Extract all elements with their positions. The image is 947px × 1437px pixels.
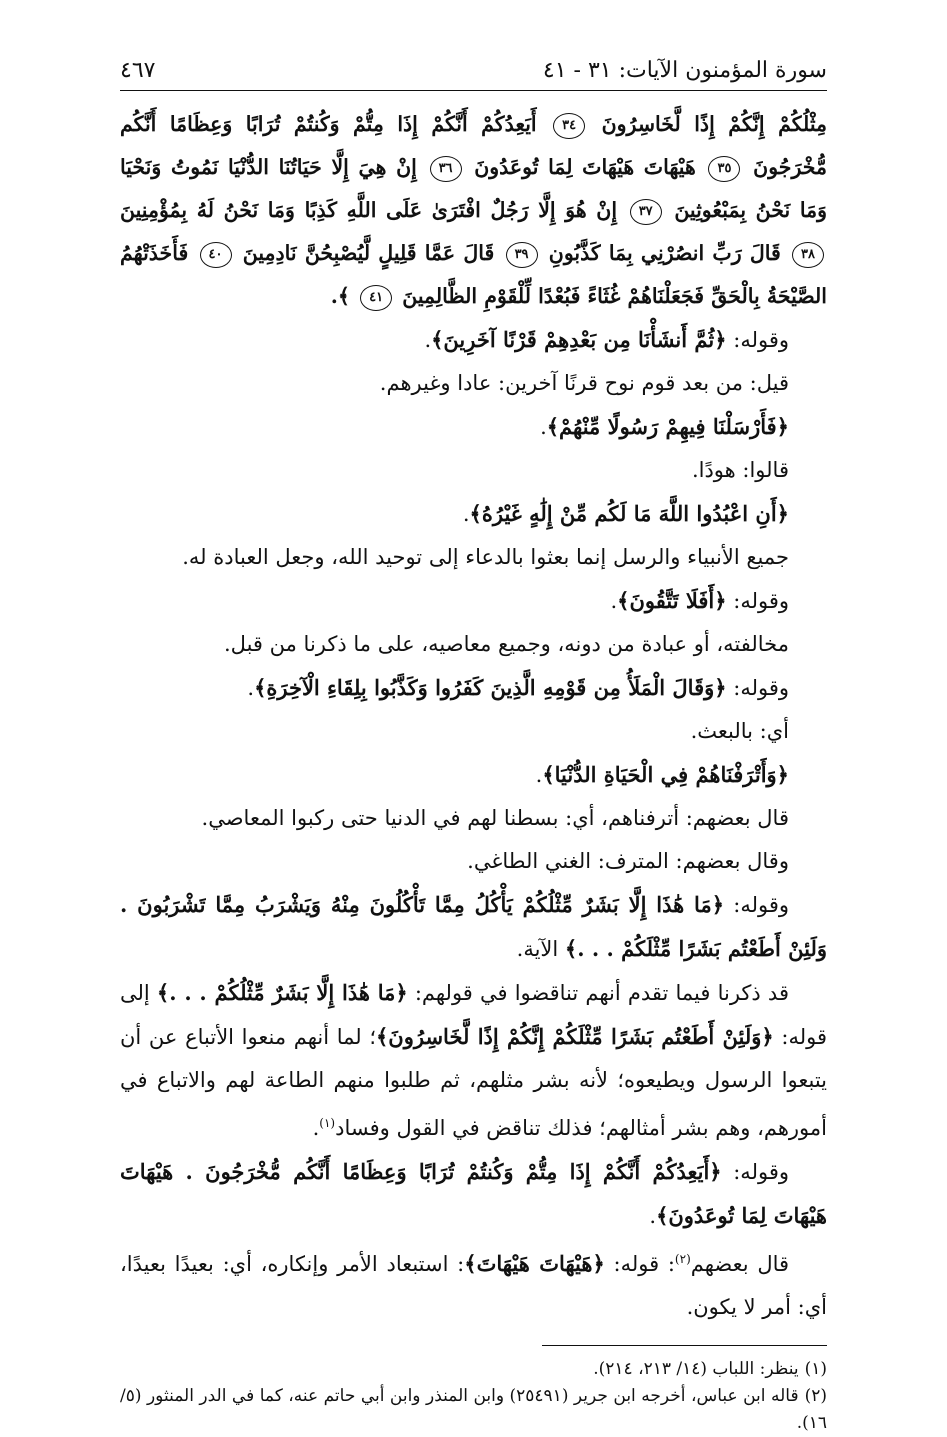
quran-quote: ﴿أَنِ اعْبُدُوا اللَّهَ مَا لَكُم مِّنْ إِلَٰهٍ غَيْرُهُ﴾: [469, 501, 789, 526]
footnote-text: قاله ابن عباس، أخرجه ابن جرير (٢٥٤٩١) وابن المنذر وابن أبي حاتم عنه، كما في الدر المنثور (٥/ ١٦).: [120, 1386, 827, 1433]
ayah-number-marker: ٣٨: [792, 242, 824, 268]
paragraph-text: أي: بالبعث.: [690, 719, 789, 743]
commentary-paragraph: [120, 449, 827, 492]
paragraph-tail: : قوله:: [604, 1252, 675, 1276]
ayah-number-marker: ٣٦: [430, 156, 462, 182]
paragraph-tail: .: [247, 676, 255, 700]
verse-text: قَالَ عَمَّا قَلِيلٍ لَّيُصْبِحُنَّ نَادِمِينَ: [242, 241, 495, 265]
quran-quote: ﴿أَفَلَا تَتَّقُونَ﴾: [617, 588, 727, 613]
paragraph-tail: إلى قوله:: [120, 981, 827, 1049]
commentary-paragraph: [120, 623, 827, 666]
paragraph-text: قالوا: هودًا.: [691, 458, 789, 482]
commentary-paragraph: [120, 1238, 827, 1329]
commentary-paragraph: [120, 1150, 827, 1238]
paragraph-text: مخالفته، أو عبادة من دونه، وجميع معاصيه، على ما ذكرنا من قبل.: [224, 632, 789, 656]
paragraph-lead: وقوله:: [726, 676, 789, 700]
paragraph-tail: .: [540, 415, 547, 439]
commentary-paragraph: [120, 797, 827, 840]
commentary-paragraph: [120, 710, 827, 753]
paragraph-lead: وقوله:: [721, 1160, 789, 1184]
paragraph-text: قيل: من بعد قوم نوح قرنًا آخرين: عادا وغيرهم.: [379, 371, 789, 395]
quran-quote: ﴿مَا هَٰذَا إِلَّا بَشَرٌ مِّثْلُكُمْ يَأْكُلُ مِمَّا تَأْكُلُونَ مِنْهُ وَيَشْرَبُ مِمَّا تَشْرَبُونَ . وَلَئِنْ أَطَعْتُم بَشَرًا مِّثْلَكُمْ . . .﴾: [120, 892, 827, 961]
quran-quote: ﴿وَأَتْرَفْنَاهُمْ فِي الْحَيَاةِ الدُّنْيَا﴾: [542, 762, 789, 787]
paragraph-tail: .: [535, 763, 543, 787]
paragraph-lead: وقوله:: [726, 589, 789, 613]
ayah-number-marker: ٤٠: [200, 242, 232, 268]
quran-quote: ﴿ثُمَّ أَنشَأْنَا مِن بَعْدِهِمْ قَرْنًا آخَرِينَ﴾: [431, 327, 727, 352]
paragraph-tail: .: [462, 502, 470, 526]
verse-text: هَيْهَاتَ هَيْهَاتَ لِمَا تُوعَدُونَ: [474, 155, 696, 179]
verse-text: قَالَ رَبِّ انصُرْنِي بِمَا كَذَّبُونِ: [548, 241, 781, 265]
paragraph-text: جميع الأنبياء والرسل إنما بعثوا بالدعاء إلى توحيد الله، وجعل العبادة له.: [182, 545, 789, 569]
commentary-paragraph: [120, 971, 827, 1150]
paragraph-tail: .: [312, 1116, 320, 1140]
footnote: [120, 1356, 827, 1383]
quran-quote: ﴿هَيْهَاتَ هَيْهَاتَ﴾: [464, 1251, 605, 1276]
commentary-paragraph: [120, 666, 827, 710]
verse-text: إِنْ هُوَ إِلَّا رَجُلٌ افْتَرَىٰ عَلَى اللَّهِ كَذِبًا وَمَا نَحْنُ لَهُ بِمُؤْمِنِينَ: [120, 198, 618, 222]
paragraph-tail: .: [649, 1204, 657, 1228]
ayah-number-marker: ٣٥: [708, 156, 740, 182]
commentary-paragraph: [120, 883, 827, 971]
paragraph-lead: وقوله:: [724, 893, 790, 917]
page-header: [120, 56, 827, 91]
quran-quote: ﴿فَأَرْسَلْنَا فِيهِمْ رَسُولًا مِّنْهُمْ﴾: [546, 414, 789, 439]
surah-title: سورة المؤمنون الآيات: ٣١ - ٤١: [542, 58, 827, 83]
paragraph-lead: وقوله:: [726, 328, 789, 352]
verse-text: مِثْلُكُمْ إِنَّكُمْ إِذًا لَّخَاسِرُونَ: [601, 112, 827, 136]
quran-quote: ﴿وَقَالَ الْمَلَأُ مِن قَوْمِهِ الَّذِينَ كَفَرُوا وَكَذَّبُوا بِلِقَاءِ الْآخِرَةِ﴾: [254, 675, 727, 700]
paragraph-tail: .: [610, 589, 618, 613]
quran-quote: ﴿وَلَئِنْ أَطَعْتُم بَشَرًا مِّثْلَكُمْ إِنَّكُمْ إِذًا لَّخَاسِرُونَ﴾: [376, 1024, 774, 1049]
quran-verses: [120, 103, 827, 318]
paragraph-tail: ؛ لما أنهم منعوا الأتباع عن أن يتبعوا الرسول ويطيعوه؛ لأنه بشر مثلهم، ثم طلبوا منهم الطاعة لهم والاتباع في أمورهم، وهم بشر أمثالهم؛ فذلك تناقض في القول وفساد: [120, 1025, 827, 1140]
commentary-paragraph: [120, 579, 827, 623]
paragraph-tail: .: [424, 328, 432, 352]
paragraph-lead: قال بعضهم: [690, 1252, 790, 1276]
paragraph-tail: : استبعاد الأمر وإنكاره، أي: بعيدًا بعيدًا، أي: أمر لا يكون.: [120, 1252, 827, 1319]
paragraph-lead: قد ذكرنا فيما تقدم أنهم تناقضوا في قولهم:: [407, 981, 789, 1005]
commentary-paragraph: [120, 405, 827, 449]
ayah-number-marker: ٤١: [360, 285, 392, 311]
paragraph-text: قال بعضهم: أترفناهم، أي: بسطنا لهم في الدنيا حتى ركبوا المعاصي.: [201, 806, 789, 830]
footnote-separator: [542, 1345, 827, 1346]
footnote-ref[interactable]: (١): [319, 1116, 336, 1130]
footnote: [120, 1383, 827, 1437]
footnote-number: (١): [804, 1359, 827, 1379]
commentary-paragraph: [120, 362, 827, 405]
paragraph-tail: الآية.: [516, 937, 565, 961]
footnote-number: (٢): [804, 1386, 827, 1406]
verse-text: فَأَخَذَتْهُمُ الصَّيْحَةُ بِالْحَقِّ فَجَعَلْنَاهُمْ غُثَاءً فَبُعْدًا لِّلْقَوْمِ الظَّالِمِينَ: [120, 241, 827, 308]
ayah-number-marker: ٣٧: [630, 199, 662, 225]
commentary-paragraph: [120, 840, 827, 883]
verse-text: أَيَعِدُكُمْ أَنَّكُمْ إِذَا مِتُّمْ وَكُنتُمْ تُرَابًا وَعِظَامًا أَنَّكُم مُّخْرَجُونَ: [120, 112, 827, 179]
verse-text: إِنْ هِيَ إِلَّا حَيَاتُنَا الدُّنْيَا نَمُوتُ وَنَحْيَا وَمَا نَحْنُ بِمَبْعُوثِينَ: [120, 155, 827, 222]
quran-quote: ﴿أَيَعِدُكُمْ أَنَّكُمْ إِذَا مِتُّمْ وَكُنتُمْ تُرَابًا وَعِظَامًا أَنَّكُم مُّخْرَجُونَ . هَيْهَاتَ هَيْهَاتَ لِمَا تُوعَدُونَ﴾: [120, 1159, 827, 1228]
footnote-text: ينظر: اللباب (١٤/ ٢١٣، ٢١٤).: [593, 1359, 799, 1379]
verse-end: ﴾.: [330, 284, 350, 308]
paragraph-text: وقال بعضهم: المترف: الغني الطاغي.: [467, 849, 789, 873]
commentary-paragraph: [120, 492, 827, 536]
page-number: ٤٦٧: [120, 58, 156, 83]
commentary-paragraph: [120, 753, 827, 797]
footnote-ref[interactable]: (٢): [674, 1252, 691, 1266]
ayah-number-marker: ٣٩: [506, 242, 538, 268]
commentary-paragraph: [120, 536, 827, 579]
quran-quote: ﴿مَا هَٰذَا إِلَّا بَشَرٌ مِّثْلُكُمْ . . .﴾: [156, 980, 408, 1005]
ayah-number-marker: ٣٤: [553, 113, 585, 139]
commentary-paragraph: [120, 318, 827, 362]
